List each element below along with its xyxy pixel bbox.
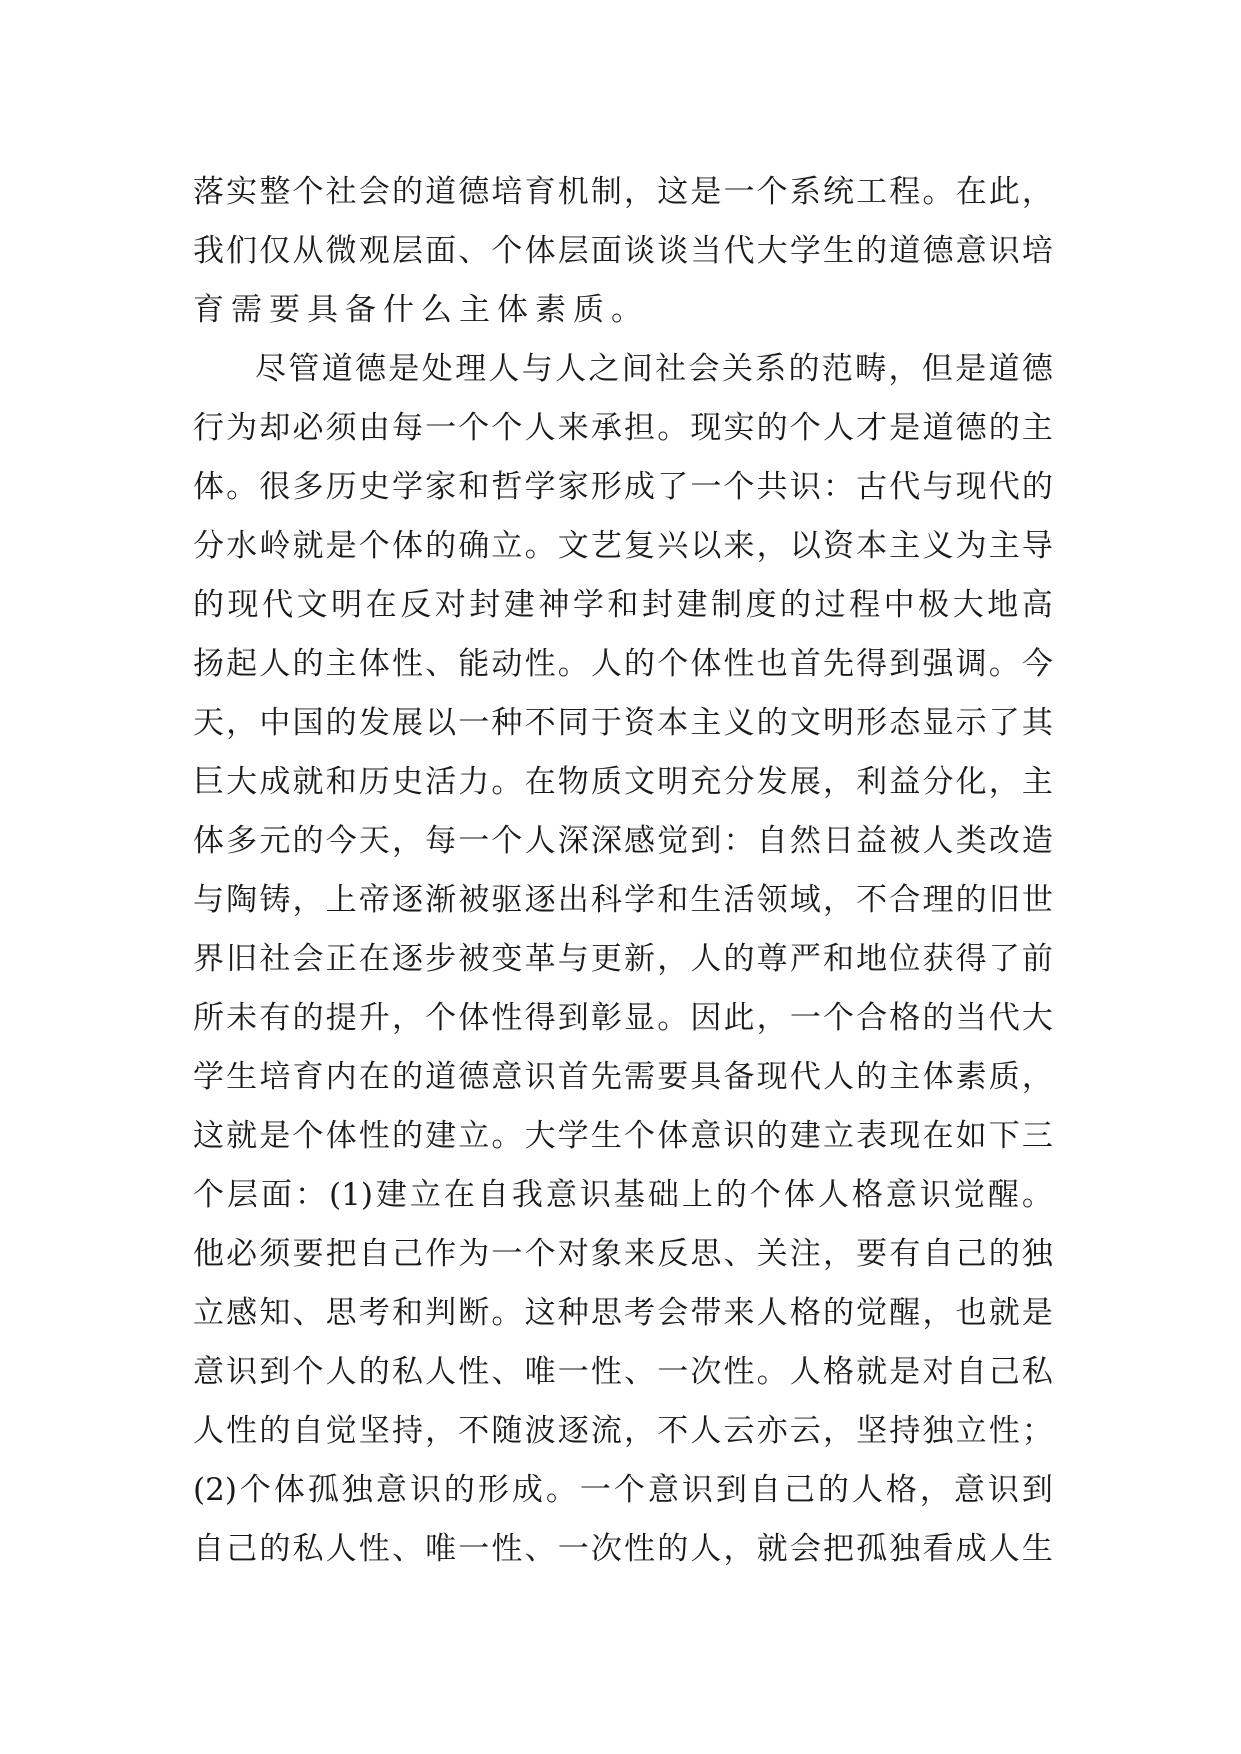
text-line: 育需要具备什么主体素质。 — [193, 292, 649, 328]
text-line: 的 现 代 文 明 在 反 对 封 建 神 学 和 封 建 制 度 的 过 程 中 极 大 地 高 — [193, 587, 1053, 623]
text-line: 分 水 岭 就 是 个 体 的 确 立 。 文 艺 复 兴 以 来 ， 以 资 本 主 义 为 主 导 — [193, 528, 1053, 564]
text-line: 他 必 须 要 把 自 己 作 为 一 个 对 象 来 反 思 、 关 注 ， 要 有 自 己 的 独 — [193, 1236, 1053, 1272]
body-text — [193, 163, 1053, 1579]
text-line: 体 多 元 的 今 天 ， 每 一 个 人 深 深 感 觉 到 ： 自 然 日 益 被 人 类 改 造 — [193, 823, 1053, 859]
text-line: 学 生 培 育 内 在 的 道 德 意 识 首 先 需 要 具 备 现 代 人 的 主 体 素 质 ， — [193, 1059, 1053, 1095]
text-line: 意 识 到 个 人 的 私 人 性 、 唯 一 性 、 一 次 性 。 人 格 就 是 对 自 己 私 — [193, 1354, 1053, 1390]
text-line: 个 层 面 ： (1) 建 立 在 自 我 意 识 基 础 上 的 个 体 人 格 意 识 觉 醒 。 — [193, 1177, 1053, 1213]
paragraph — [193, 163, 1053, 340]
text-line: 尽 管 道 德 是 处 理 人 与 人 之 间 社 会 关 系 的 范 畴 ， 但 是 道 德 — [255, 351, 1053, 387]
text-line: 所 未 有 的 提 升 ， 个 体 性 得 到 彰 显 。 因 此 ， 一 个 合 格 的 当 代 大 — [193, 1000, 1053, 1036]
text-line: 体 。 很 多 历 史 学 家 和 哲 学 家 形 成 了 一 个 共 识 ： 古 代 与 现 代 的 — [193, 469, 1053, 505]
text-line: 扬 起 人 的 主 体 性 、 能 动 性 。 人 的 个 体 性 也 首 先 得 到 强 调 。 今 — [193, 646, 1053, 682]
text-line: 自 己 的 私 人 性 、 唯 一 性 、 一 次 性 的 人 ， 就 会 把 孤 独 看 成 人 生 — [193, 1531, 1053, 1567]
text-line: 巨 大 成 就 和 历 史 活 力 。 在 物 质 文 明 充 分 发 展 ， 利 益 分 化 ， 主 — [193, 764, 1053, 800]
text-line: 界 旧 社 会 正 在 逐 步 被 变 革 与 更 新 ， 人 的 尊 严 和 地 位 获 得 了 前 — [193, 941, 1053, 977]
text-line: 落 实 整 个 社 会 的 道 德 培 育 机 制 ， 这 是 一 个 系 统 工 程 。 在 此 ， — [193, 174, 1053, 210]
text-line: 天 ， 中 国 的 发 展 以 一 种 不 同 于 资 本 主 义 的 文 明 形 态 显 示 了 其 — [193, 705, 1053, 741]
text-line: 立 感 知 、 思 考 和 判 断 。 这 种 思 考 会 带 来 人 格 的 觉 醒 ， 也 就 是 — [193, 1295, 1053, 1331]
paragraph — [193, 340, 1053, 1579]
text-line: (2) 个 体 孤 独 意 识 的 形 成 。 一 个 意 识 到 自 己 的 人 格 ， 意 识 到 — [193, 1472, 1053, 1508]
text-line: 人 性 的 自 觉 坚 持 ， 不 随 波 逐 流 ， 不 人 云 亦 云 ， 坚 持 独 立 性 ； — [193, 1413, 1053, 1449]
text-line: 这 就 是 个 体 性 的 建 立 。 大 学 生 个 体 意 识 的 建 立 表 现 在 如 下 三 — [193, 1118, 1053, 1154]
text-line: 与 陶 铸 ， 上 帝 逐 渐 被 驱 逐 出 科 学 和 生 活 领 域 ， 不 合 理 的 旧 世 — [193, 882, 1053, 918]
text-line: 我 们 仅 从 微 观 层 面 、 个 体 层 面 谈 谈 当 代 大 学 生 的 道 德 意 识 培 — [193, 233, 1053, 269]
text-line: 行 为 却 必 须 由 每 一 个 个 人 来 承 担 。 现 实 的 个 人 才 是 道 德 的 主 — [193, 410, 1053, 446]
